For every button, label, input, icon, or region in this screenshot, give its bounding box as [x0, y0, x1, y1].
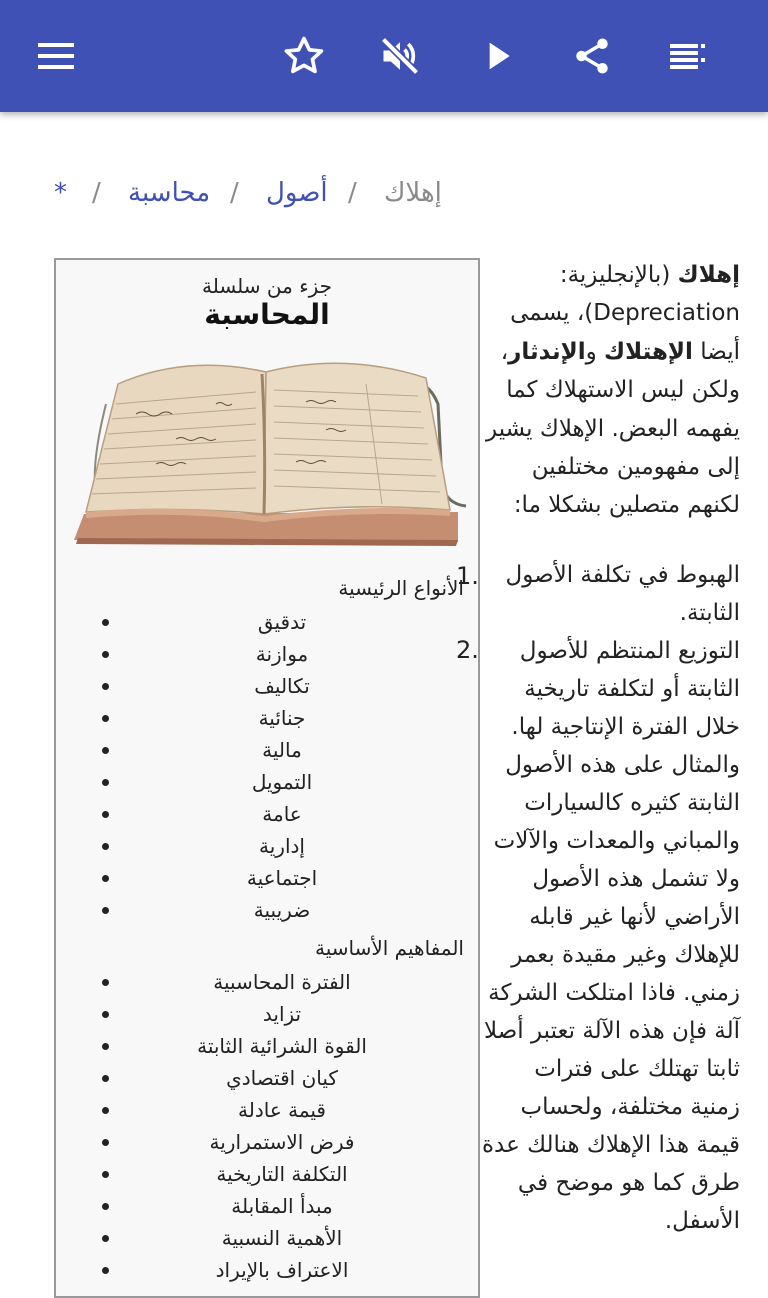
star-outline-icon	[282, 34, 326, 78]
list-item[interactable]: الفترة المحاسبية	[56, 966, 478, 998]
bullet-icon	[102, 1139, 109, 1146]
list-item[interactable]: تكاليف	[56, 670, 478, 702]
concepts-list	[56, 966, 478, 1286]
article-line: طرق كما هو موضح في	[517, 1170, 740, 1196]
infobox-concepts-heading: المفاهيم الأساسية	[314, 936, 464, 960]
infobox-main-types-heading: الأنواع الرئيسية	[338, 576, 464, 600]
volume-off-icon	[378, 34, 422, 78]
list-item[interactable]: موازنة	[56, 638, 478, 670]
infobox-series-caption: جزء من سلسلة	[201, 274, 333, 298]
article-line: الثابتة كثيره كالسيارات	[524, 790, 740, 816]
app-toolbar	[0, 0, 768, 112]
list-item[interactable]: التمويل	[56, 766, 478, 798]
infobox	[54, 258, 480, 1298]
article-line: Depreciation)، يسمى	[510, 300, 740, 326]
list-item[interactable]: تزايد	[56, 998, 478, 1030]
main-types-list	[56, 606, 478, 926]
play-icon	[478, 36, 518, 76]
share-button[interactable]	[564, 28, 620, 84]
list-item[interactable]: التكلفة التاريخية	[56, 1158, 478, 1190]
menu-button[interactable]	[28, 28, 84, 84]
article-line: إلى مفهومين مختلفين	[531, 454, 740, 480]
infobox-title[interactable]: المحاسبة	[204, 298, 330, 331]
bullet-icon	[102, 1203, 109, 1210]
list-item[interactable]: اجتماعية	[56, 862, 478, 894]
list-number: 2.	[456, 636, 479, 664]
favorite-button[interactable]	[276, 28, 332, 84]
bullet-icon	[102, 747, 109, 754]
breadcrumb	[0, 178, 768, 222]
bullet-icon	[102, 683, 109, 690]
article-line: قيمة هذا الإهلاك هنالك عدة	[481, 1132, 740, 1158]
bullet-icon	[102, 1107, 109, 1114]
contents-button[interactable]	[660, 28, 716, 84]
ledger-book-image[interactable]	[66, 344, 466, 554]
list-item[interactable]: مبدأ المقابلة	[56, 1190, 478, 1222]
bullet-icon	[102, 843, 109, 850]
list-item[interactable]: ضريبية	[56, 894, 478, 926]
share-icon	[571, 35, 613, 77]
list-item[interactable]: إدارية	[56, 830, 478, 862]
article-line: الثابتة.	[679, 600, 740, 626]
article-line: للإهلاك وغير مقيدة بعمر	[511, 942, 740, 968]
list-item[interactable]: القوة الشرائية الثابتة	[56, 1030, 478, 1062]
article-line: ثابتا تهتلك على فترات	[534, 1056, 740, 1082]
breadcrumb-home[interactable]: *	[54, 178, 67, 208]
breadcrumb-current: إهلاك	[384, 178, 442, 208]
bullet-icon	[102, 1043, 109, 1050]
article-line: لكنهم متصلين بشكلا ما:	[513, 492, 740, 518]
playlist-icon	[668, 36, 708, 76]
bullet-icon	[102, 875, 109, 882]
list-item[interactable]: فرض الاستمرارية	[56, 1126, 478, 1158]
bullet-icon	[102, 779, 109, 786]
article-line: ولا تشمل هذه الأصول	[532, 866, 740, 892]
article-line: أيضا الإهتلاك والإندثار،	[500, 339, 740, 365]
bullet-icon	[102, 1011, 109, 1018]
breadcrumb-separator: /	[230, 178, 239, 208]
bullet-icon	[102, 811, 109, 818]
list-item[interactable]: الأهمية النسبية	[56, 1222, 478, 1254]
bullet-icon	[102, 715, 109, 722]
article-line: يفهمه البعض. الإهلاك يشير	[486, 416, 740, 442]
breadcrumb-parent[interactable]: أصول	[266, 178, 328, 208]
list-item[interactable]: قيمة عادلة	[56, 1094, 478, 1126]
article-line: زمني. فاذا امتلكت الشركة	[488, 980, 740, 1006]
menu-icon	[36, 36, 76, 76]
list-item[interactable]: عامة	[56, 798, 478, 830]
list-number: 1.	[456, 562, 479, 590]
article-line: الأراضي لأنها غير قابله	[529, 904, 740, 930]
list-item[interactable]: تدقيق	[56, 606, 478, 638]
article-line: والمثال على هذه الأصول	[505, 752, 740, 778]
article-line: الثابتة أو لتكلفة تاريخية	[524, 676, 740, 702]
list-item[interactable]: كيان اقتصادي	[56, 1062, 478, 1094]
bullet-icon	[102, 1235, 109, 1242]
article-line: خلال الفترة الإنتاجية لها.	[511, 714, 740, 740]
bullet-icon	[102, 1267, 109, 1274]
bullet-icon	[102, 907, 109, 914]
list-item[interactable]: الاعتراف بالإيراد	[56, 1254, 478, 1286]
article-line: التوزيع المنتظم للأصول	[519, 638, 740, 664]
bullet-icon	[102, 619, 109, 626]
article-line: إهلاك (بالإنجليزية:	[559, 262, 740, 288]
article-line: الهبوط في تكلفة الأصول	[505, 562, 740, 588]
breadcrumb-separator: /	[92, 178, 101, 208]
breadcrumb-separator: /	[348, 178, 357, 208]
list-item[interactable]: جنائية	[56, 702, 478, 734]
article-line: الأسفل.	[664, 1208, 740, 1234]
bullet-icon	[102, 1171, 109, 1178]
play-button[interactable]	[470, 28, 526, 84]
breadcrumb-root[interactable]: محاسبة	[128, 178, 211, 208]
article-line: ولكن ليس الاستهلاك كما	[506, 377, 740, 403]
bullet-icon	[102, 1075, 109, 1082]
article-line: آلة فإن هذه الآلة تعتبر أصلا	[484, 1018, 740, 1044]
list-item[interactable]: مالية	[56, 734, 478, 766]
article-line: زمنية مختلفة، ولحساب	[520, 1094, 740, 1120]
mute-button[interactable]	[372, 28, 428, 84]
bullet-icon	[102, 979, 109, 986]
article-line: والمباني والمعدات والآلات	[493, 828, 740, 854]
bullet-icon	[102, 651, 109, 658]
